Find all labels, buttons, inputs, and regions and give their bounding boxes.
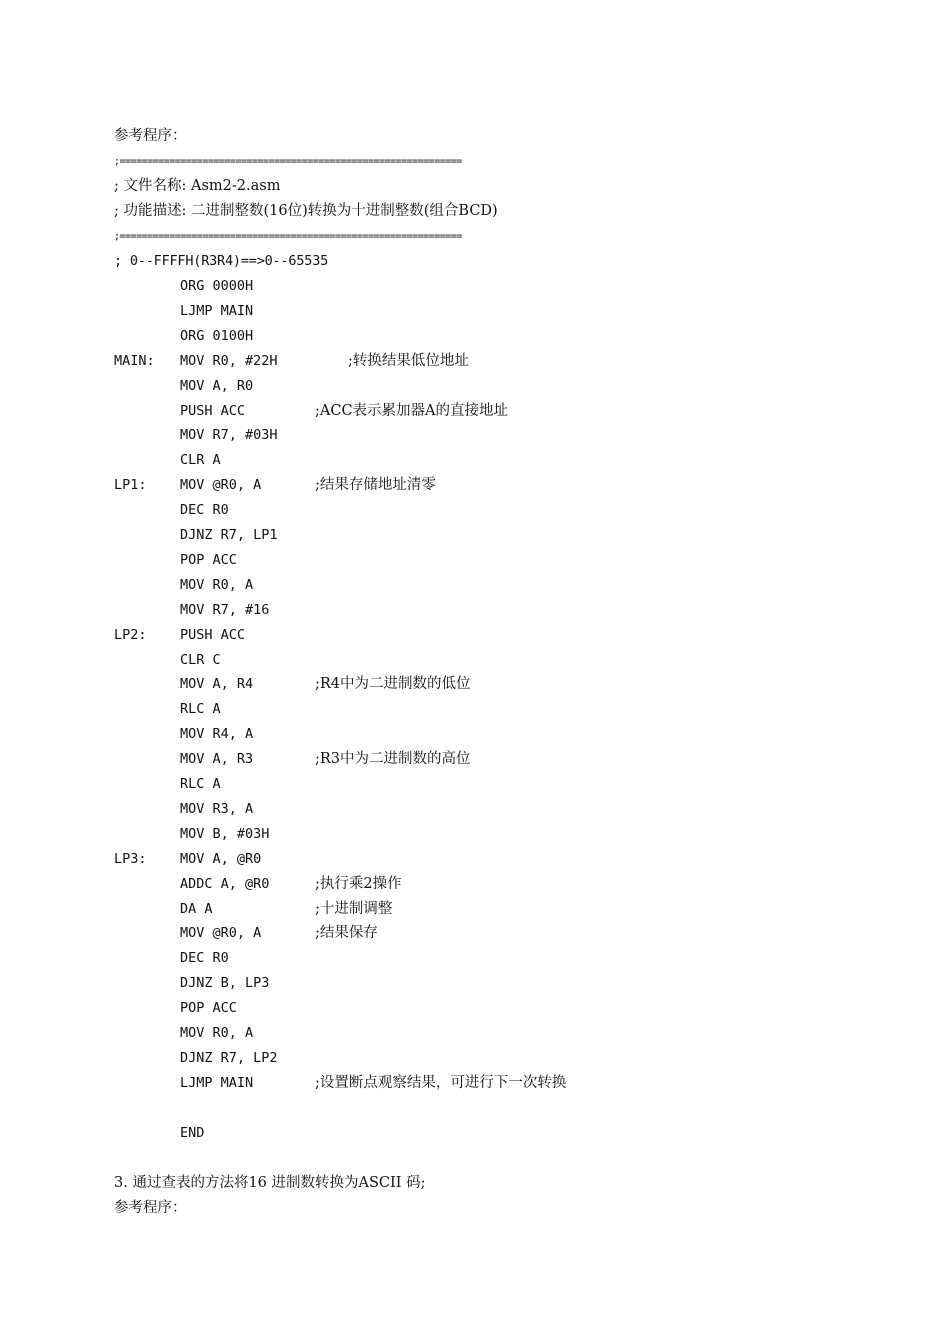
code-instruction: PUSH ACC [180, 626, 246, 643]
code-instruction: MOV A, @R0 [180, 850, 262, 867]
code-instruction: MOV R7, #03H [180, 427, 278, 444]
code-instruction: END [180, 1124, 205, 1141]
code-comment: ;转换结果低位地址 [348, 352, 469, 369]
code-instruction: MOV A, R3 [180, 751, 254, 768]
code-comment: ;R3中为二进制数的高位 [315, 751, 471, 768]
file-name-comment: ; 文件名称: Asm2-2.asm [114, 178, 281, 194]
code-comment: ;十进制调整 [315, 900, 393, 917]
code-instruction: MOV R0, #22H [180, 352, 278, 369]
section-3-title: 3. 通过查表的方法将16 进制数转换为ASCII 码; [114, 1175, 426, 1191]
code-instruction: MOV R3, A [180, 800, 254, 817]
code-instruction: LJMP MAIN [180, 302, 254, 319]
code-instruction: MOV B, #03H [180, 825, 270, 842]
code-comment: ;R4中为二进制数的低位 [315, 676, 471, 693]
code-instruction: DEC R0 [180, 502, 229, 519]
code-instruction: ORG 0000H [180, 278, 254, 294]
code-instruction: DA A [180, 900, 213, 917]
code-instruction: RLC A [180, 776, 221, 792]
code-instruction: CLR C [180, 651, 221, 668]
code-instruction: POP ACC [180, 551, 237, 568]
code-label: LP3: [114, 850, 147, 867]
code-instruction: MOV R4, A [180, 726, 254, 743]
code-instruction: MOV R7, #16 [180, 601, 270, 618]
comment-divider-bottom: ;============================================================== [114, 231, 462, 242]
code-label: LP2: [114, 626, 147, 643]
code-comment: ;结果保存 [315, 925, 378, 942]
code-instruction: ORG 0100H [180, 327, 254, 344]
code-instruction: PUSH ACC [180, 402, 246, 419]
code-comment: ;执行乘2操作 [315, 875, 402, 892]
code-label: MAIN: [114, 352, 155, 369]
comment-divider-top: ;============================================================== [114, 156, 462, 167]
code-instruction: MOV A, R0 [180, 377, 254, 394]
code-instruction: LJMP MAIN [180, 1074, 254, 1091]
code-label: LP1: [114, 477, 147, 494]
code-comment: ;设置断点观察结果，可进行下一次转换 [315, 1074, 567, 1091]
code-comment: ;ACC表示累加器A的直接地址 [315, 402, 509, 419]
reference-program-label: 参考程序： [114, 128, 187, 144]
code-instruction: DJNZ R7, LP1 [180, 527, 278, 543]
code-instruction: MOV R0, A [180, 1025, 254, 1041]
code-instruction: DEC R0 [180, 950, 229, 967]
code-instruction: POP ACC [180, 1000, 237, 1017]
code-instruction: CLR A [180, 452, 221, 469]
code-comment: ;结果存储地址清零 [315, 477, 436, 494]
code-instruction: MOV @R0, A [180, 477, 262, 494]
code-instruction: MOV A, R4 [180, 676, 254, 693]
code-instruction: DJNZ R7, LP2 [180, 1049, 278, 1066]
reference-program-label-2: 参考程序： [114, 1200, 187, 1216]
code-instruction: ADDC A, @R0 [180, 875, 270, 892]
code-instruction: MOV R0, A [180, 576, 254, 593]
code-instruction: DJNZ B, LP3 [180, 975, 270, 992]
function-description-comment: ; 功能描述: 二进制整数(16位)转换为十进制整数(组合BCD) [114, 203, 498, 219]
code-instruction: MOV @R0, A [180, 925, 262, 942]
range-comment: ; 0--FFFFH(R3R4)==>0--65535 [114, 253, 329, 269]
code-instruction: RLC A [180, 701, 221, 718]
